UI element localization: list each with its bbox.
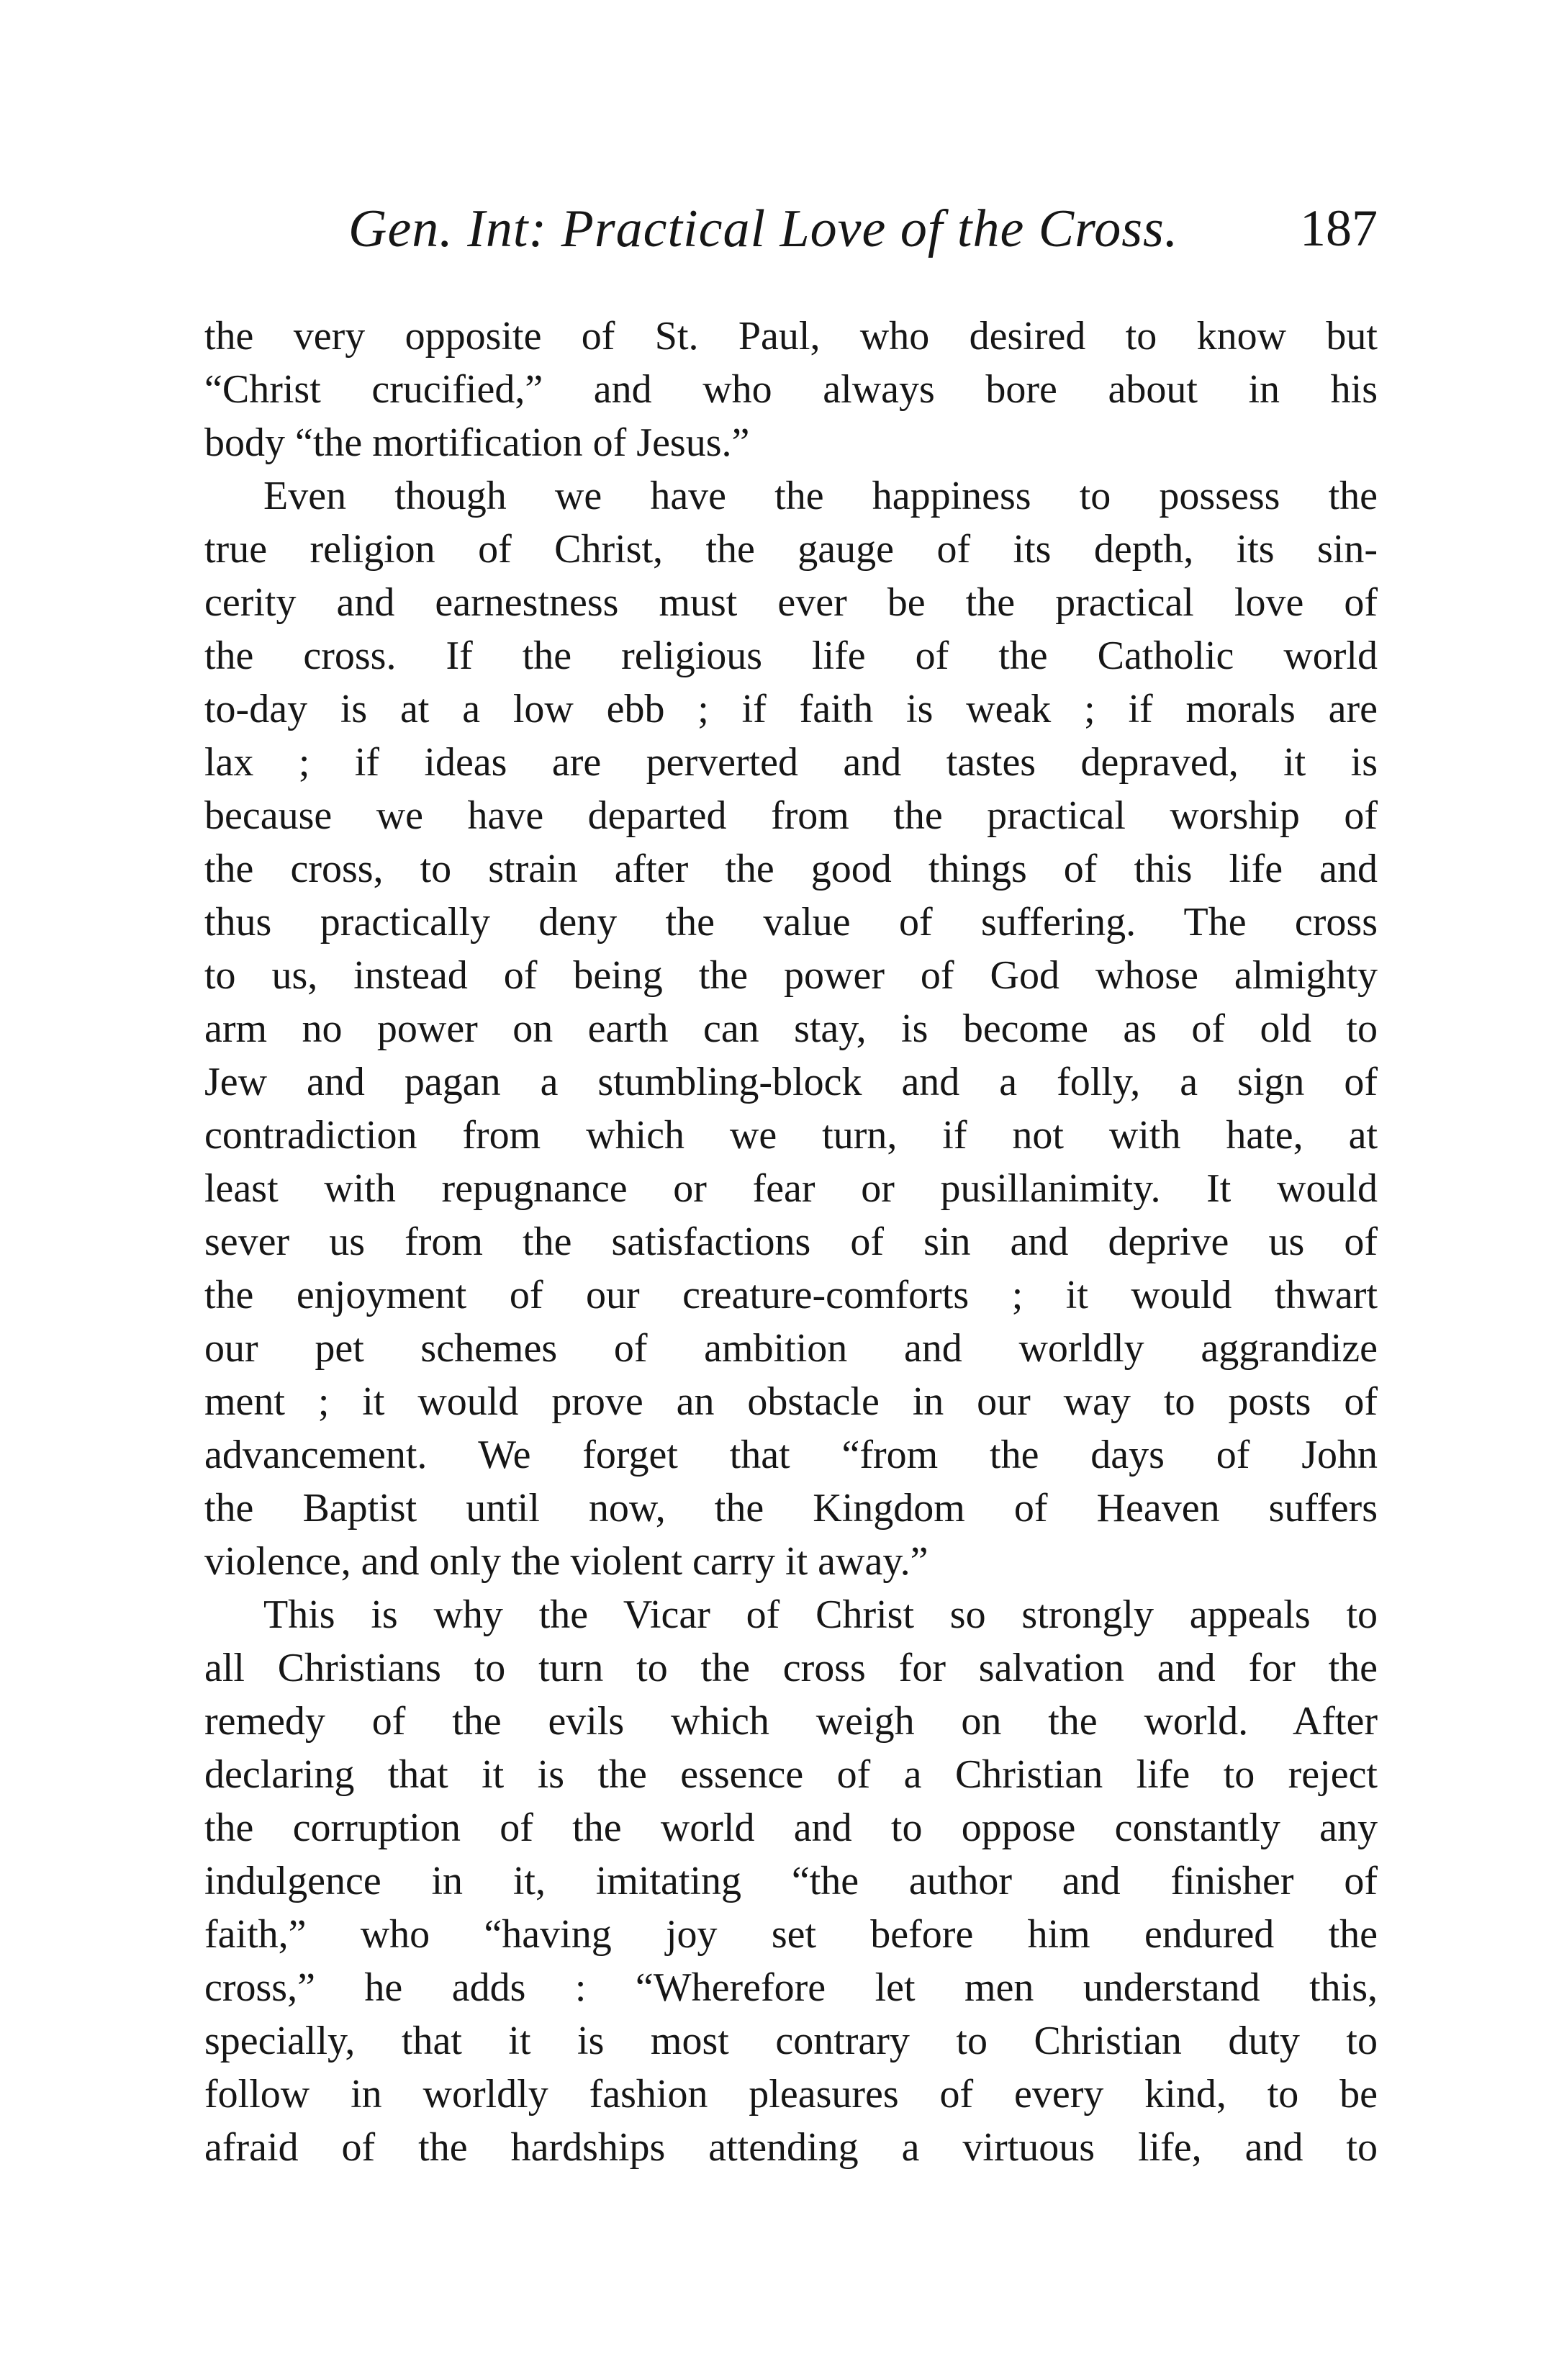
text-line: true religion of Christ, the gauge of its depth, its sin- [204, 527, 1378, 572]
text-line: afraid of the hardships attending a virtuous life, and to [204, 2125, 1378, 2170]
text-line: the very opposite of St. Paul, who desired to know but [204, 314, 1378, 359]
text-line: to us, instead of being the power of God whose almighty [204, 953, 1378, 998]
body-text [204, 310, 1378, 2174]
text-line: follow in worldly fashion pleasures of every kind, to be [204, 2072, 1378, 2117]
text-line: indulgence in it, imitating “the author and finisher of [204, 1859, 1378, 1903]
text-line: remedy of the evils which weigh on the world. After [204, 1699, 1378, 1744]
running-title: Gen. Int: Practical Love of the Cross. [348, 199, 1179, 258]
text-line: cerity and earnestness must ever be the practical love of [204, 580, 1378, 625]
text-line: least with repugnance or fear or pusillanimity. It would [204, 1166, 1378, 1211]
text-line: the corruption of the world and to oppose constantly any [204, 1806, 1378, 1850]
text-line: because we have departed from the practical worship of [204, 793, 1378, 838]
text-line: Even though we have the happiness to possess the [263, 474, 1378, 518]
text-line: thus practically deny the value of suffering. The cross [204, 900, 1378, 945]
text-line: This is why the Vicar of Christ so strongly appeals to [263, 1592, 1378, 1637]
text-line: Jew and pagan a stumbling-block and a folly, a sign of [204, 1060, 1378, 1104]
text-line: the cross. If the religious life of the Catholic world [204, 634, 1378, 678]
text-line: violence, and only the violent carry it away.” [204, 1539, 928, 1584]
text-line: our pet schemes of ambition and worldly aggrandize [204, 1326, 1378, 1371]
text-line: cross,” he adds : “Wherefore let men understand this, [204, 1965, 1378, 2010]
text-line: contradiction from which we turn, if not with hate, at [204, 1113, 1378, 1158]
text-line: body “the mortification of Jesus.” [204, 420, 750, 465]
text-line: all Christians to turn to the cross for salvation and for the [204, 1646, 1378, 1690]
text-line: ment ; it would prove an obstacle in our way to posts of [204, 1379, 1378, 1424]
text-line: advancement. We forget that “from the days of John [204, 1433, 1378, 1477]
text-line: the enjoyment of our creature-comforts ; it would thwart [204, 1273, 1378, 1317]
text-line: declaring that it is the essence of a Christian life to reject [204, 1752, 1378, 1797]
text-line: specially, that it is most contrary to Christian duty to [204, 2019, 1378, 2063]
text-line: the cross, to strain after the good things of this life and [204, 847, 1378, 891]
paragraph [204, 1588, 1378, 2174]
page-number: 187 [1300, 199, 1378, 257]
text-line: arm no power on earth can stay, is become as of old to [204, 1006, 1378, 1051]
text-line: sever us from the satisfactions of sin and deprive us of [204, 1220, 1378, 1264]
text-line: faith,” who “having joy set before him endured the [204, 1912, 1378, 1957]
text-line: lax ; if ideas are perverted and tastes depraved, it is [204, 740, 1378, 785]
paragraph [204, 469, 1378, 1588]
paragraph [204, 310, 1378, 469]
text-line: to-day is at a low ebb ; if faith is weak ; if morals are [204, 687, 1378, 731]
text-line: “Christ crucified,” and who always bore about in his [204, 367, 1378, 412]
text-line: the Baptist until now, the Kingdom of Heaven suffers [204, 1486, 1378, 1531]
running-head [204, 199, 1378, 263]
